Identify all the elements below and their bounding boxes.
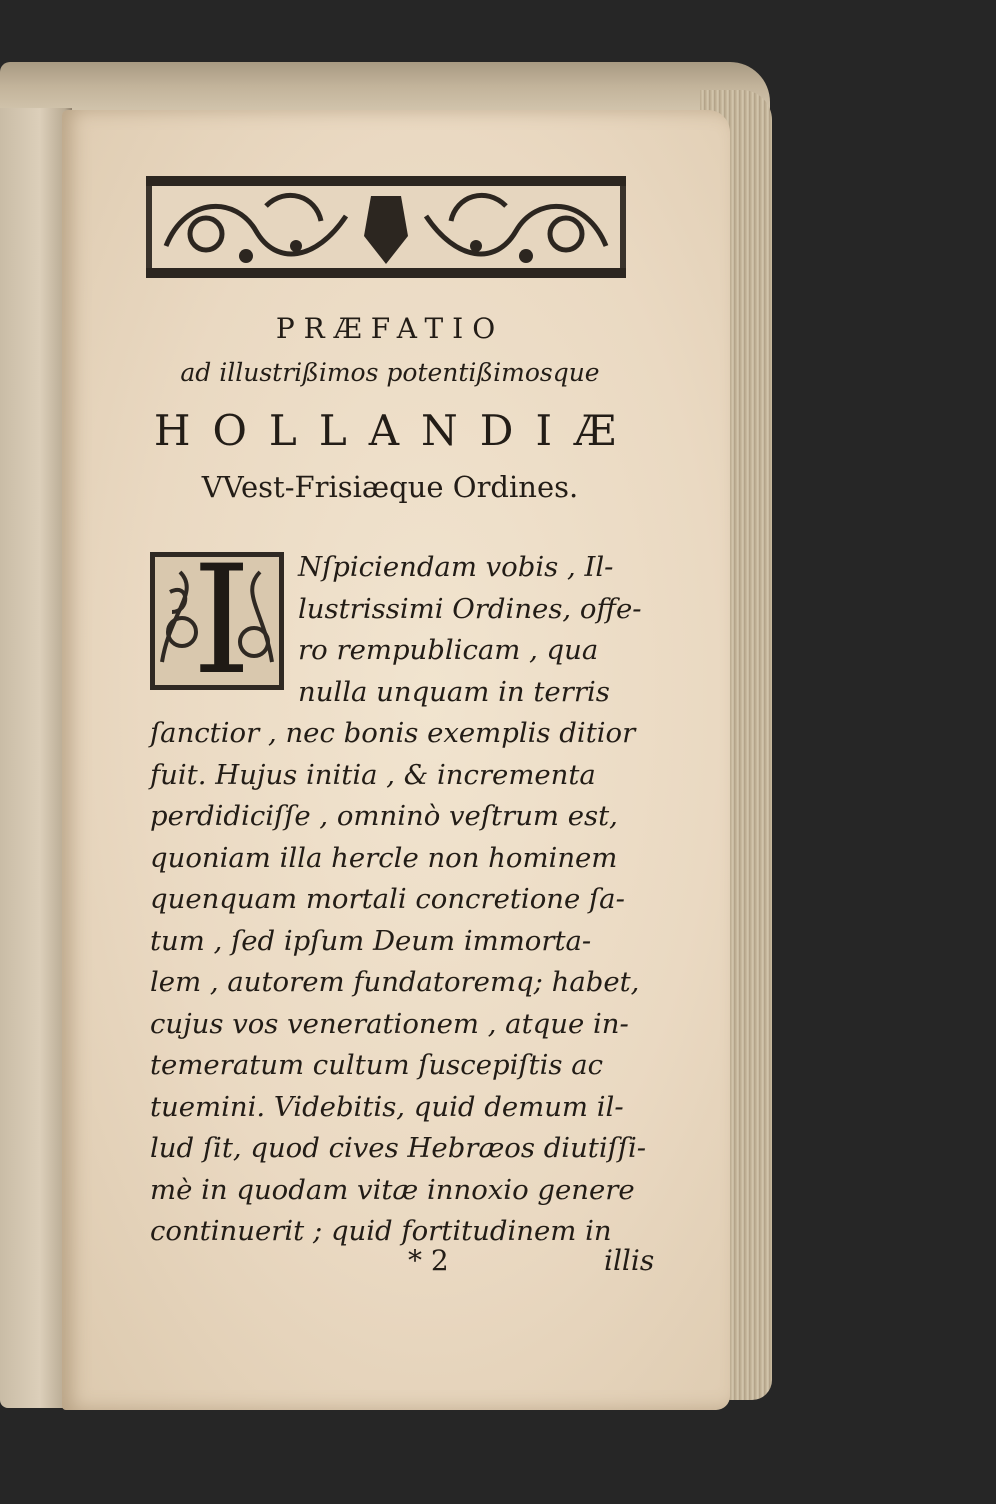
signature-mark: * 2 bbox=[408, 1244, 449, 1277]
body-line: nulla unquam in terris bbox=[298, 675, 610, 708]
catchword: illis bbox=[604, 1244, 655, 1277]
page-title: PRÆFATIO bbox=[275, 312, 505, 345]
body-line: fuit. Hujus initia , & incrementa bbox=[150, 758, 596, 791]
country-name: HOLLANDIÆ bbox=[153, 406, 639, 455]
initial-letter: I bbox=[192, 534, 252, 708]
body-line: ſanctior , nec bonis exemplis ditior bbox=[150, 717, 636, 749]
ornamental-headpiece-icon bbox=[146, 176, 626, 278]
body-line: tuemini. Videbitis, quid demum il- bbox=[150, 1090, 624, 1123]
body-line: mè in quodam vitæ innoxio genere bbox=[150, 1173, 635, 1206]
body-line: lud ſit, quod cives Hebræos diutiſſi- bbox=[150, 1132, 647, 1164]
decorated-initial-icon bbox=[150, 534, 284, 708]
body-line: Nſpiciendam vobis , Il- bbox=[298, 551, 614, 583]
body-line: perdidiciſſe , omninò veſtrum est, bbox=[150, 800, 618, 832]
subtitle: ad illustrißimos potentißimosque bbox=[180, 358, 600, 387]
addressee-line: VVest-Frisiæque Ordines. bbox=[201, 470, 579, 504]
body-line: cujus vos venerationem , atque in- bbox=[150, 1007, 629, 1040]
body-line: ro rempublicam , qua bbox=[298, 634, 599, 666]
body-line: lem , autorem fundatoremq; habet, bbox=[150, 966, 640, 998]
body-line: quenquam mortali concretione ſa- bbox=[150, 883, 625, 915]
body-line: lustrissimi Ordines, offe- bbox=[298, 592, 642, 625]
body-line: temeratum cultum ſuscepiſtis ac bbox=[150, 1049, 604, 1081]
body-line: tum , ſed ipſum Deum immorta- bbox=[150, 924, 592, 957]
body-line: quoniam illa hercle non hominem bbox=[150, 841, 618, 874]
body-line: continuerit ; quid fortitudinem in bbox=[150, 1215, 612, 1247]
